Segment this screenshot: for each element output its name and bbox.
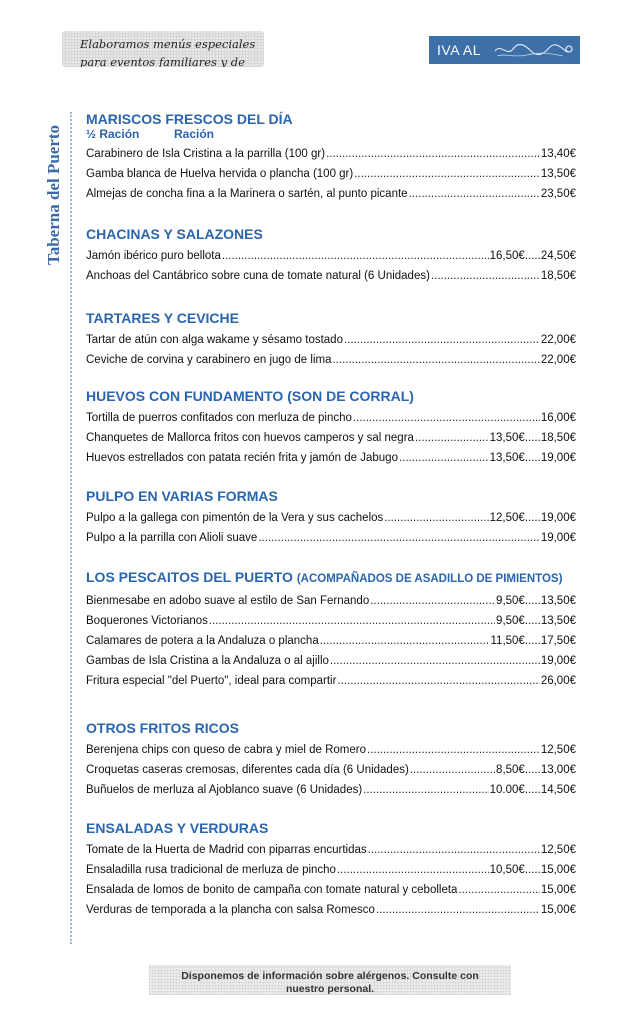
menu-item xyxy=(86,347,576,367)
section-title-text: PULPO EN VARIAS FORMAS xyxy=(86,488,278,504)
dot-leader xyxy=(353,412,540,426)
item-half-price: 13,50€ xyxy=(489,451,525,464)
item-name: Tartar de atún con alga wakame y sésamo tostado xyxy=(86,333,343,346)
item-name: Tortilla de puerros confitados con merluza de pincho xyxy=(86,411,352,424)
menu-item xyxy=(86,588,576,608)
item-half-price: 9,50€ xyxy=(496,594,525,607)
half-portion-label: ½ Ración xyxy=(86,127,140,141)
menu-section xyxy=(86,388,576,465)
section-title xyxy=(86,388,576,405)
footer-line-1: Disponemos de información sobre alérgenos. Consulte con xyxy=(181,970,479,982)
item-price: 24,50€ xyxy=(540,249,576,262)
menu-section xyxy=(86,111,576,201)
menu-item xyxy=(86,263,576,283)
item-name: Gambas de Isla Cristina a la Andaluza o al ajillo xyxy=(86,654,329,667)
menu-item xyxy=(86,648,576,668)
events-note-box xyxy=(62,31,264,67)
item-price: 12,50€ xyxy=(540,843,576,856)
dot-leader xyxy=(399,452,489,466)
item-name: Gamba blanca de Huelva hervida o plancha (100 gr) xyxy=(86,167,354,180)
item-price: 15,00€ xyxy=(540,903,576,916)
dot-leader xyxy=(376,904,540,918)
item-half-price: 10,50€ xyxy=(489,863,525,876)
item-name: Ensalada de lomos de bonito de campaña con tomate natural y cebolleta xyxy=(86,883,458,896)
item-price: 15,00€ xyxy=(540,883,576,896)
item-price: 16,00€ xyxy=(540,411,576,424)
menu-item xyxy=(86,327,576,347)
menu-item xyxy=(86,837,576,857)
dot-leader-short: ..... xyxy=(524,763,541,776)
dot-leader xyxy=(222,250,489,264)
item-price: 19,00€ xyxy=(540,451,576,464)
section-title-text: OTROS FRITOS RICOS xyxy=(86,720,239,736)
menu-item xyxy=(86,668,576,688)
menu-item xyxy=(86,161,576,181)
menu-item xyxy=(86,777,576,797)
item-price: 19,00€ xyxy=(540,654,576,667)
dot-leader xyxy=(330,655,540,669)
menu-item xyxy=(86,405,576,425)
item-half-price: 13,50€ xyxy=(489,431,525,444)
item-name: Tomate de la Huerta de Madrid con piparras encurtidas xyxy=(86,843,367,856)
menu-item xyxy=(86,608,576,628)
section-title-note: (ACOMPAÑADOS DE ASADILLO DE PIMIENTOS) xyxy=(296,573,563,585)
item-half-price: 10.00€ xyxy=(489,783,525,796)
item-name: Jamón ibérico puro bellota xyxy=(86,249,221,262)
item-price: 19,00€ xyxy=(540,511,576,524)
dot-leader xyxy=(409,188,540,202)
item-price: 13,40€ xyxy=(540,147,576,160)
section-title xyxy=(86,488,576,505)
menu-item xyxy=(86,857,576,877)
menu-section xyxy=(86,569,576,688)
dot-leader xyxy=(326,148,540,162)
item-price: 22,00€ xyxy=(540,333,576,346)
dot-leader-short: ..... xyxy=(524,594,541,607)
section-title xyxy=(86,111,576,128)
item-half-price: 9,50€ xyxy=(496,614,525,627)
section-title-text: ENSALADAS Y VERDURAS xyxy=(86,820,269,836)
events-note-line-2: para eventos familiares y de xyxy=(80,55,245,67)
menu-section xyxy=(86,226,576,283)
dot-leader xyxy=(337,675,539,689)
menu-item xyxy=(86,877,576,897)
events-note-line-1: Elaboramos menús especiales xyxy=(80,37,256,51)
dot-leader xyxy=(337,864,489,878)
menu-item xyxy=(86,628,576,648)
section-title-text: HUEVOS CON FUNDAMENTO (SON DE CORRAL) xyxy=(86,388,414,404)
footer-line-2: nuestro personal. xyxy=(285,983,375,995)
menu-item xyxy=(86,757,576,777)
item-name: Chanquetes de Mallorca fritos con huevos camperos y sal negra xyxy=(86,431,414,444)
menu-item xyxy=(86,897,576,917)
section-title xyxy=(86,226,576,243)
side-title: Taberna del Puerto xyxy=(44,124,63,266)
dot-leader xyxy=(209,615,495,629)
menu-section xyxy=(86,310,576,367)
dot-leader-short: ..... xyxy=(524,783,541,796)
iva-logo-banner xyxy=(429,36,580,64)
item-name: Almejas de concha fina a la Marinera o sartén, al punto picante xyxy=(86,187,408,200)
section-title xyxy=(86,720,576,737)
dot-leader xyxy=(415,432,489,446)
dot-leader-short: ..... xyxy=(524,511,541,524)
item-name: Huevos estrellados con patata recién frita y jamón de Jabugo xyxy=(86,451,398,464)
section-title-text: MARISCOS FRESCOS DEL DÍA xyxy=(86,111,293,127)
menu-section xyxy=(86,720,576,797)
item-name: Berenjena chips con queso de cabra y miel de Romero xyxy=(86,743,366,756)
section-title xyxy=(86,820,576,837)
item-name: Boquerones Victorianos xyxy=(86,614,208,627)
item-price: 15,00€ xyxy=(540,863,576,876)
menu-item xyxy=(86,737,576,757)
dot-leader-short: ..... xyxy=(524,614,541,627)
dot-leader xyxy=(458,884,539,898)
item-price: 18,50€ xyxy=(540,269,576,282)
item-name: Fritura especial "del Puerto", ideal para compartir xyxy=(86,674,337,687)
item-price: 14,50€ xyxy=(540,783,576,796)
section-title-text: LOS PESCAITOS DEL PUERTO xyxy=(86,569,293,585)
menu-item xyxy=(86,445,576,465)
dot-leader xyxy=(367,744,540,758)
logo-script-image xyxy=(493,39,575,61)
logo-text: IVA AL xyxy=(437,42,481,58)
item-name: Carabinero de Isla Cristina a la parrilla (100 gr) xyxy=(86,147,326,160)
section-title xyxy=(86,310,576,327)
dot-leader xyxy=(431,270,540,284)
dot-leader-short: ..... xyxy=(524,863,541,876)
item-name: Pulpo a la gallega con pimentón de la Vera y sus cachelos xyxy=(86,511,384,524)
item-name: Verduras de temporada a la plancha con salsa Romesco xyxy=(86,903,375,916)
item-price: 26,00€ xyxy=(540,674,576,687)
item-name: Buñuelos de merluza al Ajoblanco suave (6 Unidades) xyxy=(86,783,363,796)
menu-section xyxy=(86,820,576,917)
dot-leader xyxy=(320,635,490,649)
item-price: 19,00€ xyxy=(540,531,576,544)
item-name: Anchoas del Cantábrico sobre cuna de tomate natural (6 Unidades) xyxy=(86,269,430,282)
menu-item xyxy=(86,181,576,201)
dot-leader xyxy=(354,168,540,182)
menu-item xyxy=(86,141,576,161)
item-half-price: 16,50€ xyxy=(489,249,525,262)
dot-leader-short: ..... xyxy=(524,249,541,262)
item-price: 13,00€ xyxy=(540,763,576,776)
item-name: Bienmesabe en adobo suave al estilo de San Fernando xyxy=(86,594,370,607)
dot-leader xyxy=(344,334,540,348)
item-name: Calamares de potera a la Andaluza o plancha xyxy=(86,634,319,647)
menu-item xyxy=(86,505,576,525)
dot-leader-short: ..... xyxy=(524,634,541,647)
dot-leader xyxy=(384,512,488,526)
item-price: 13,50€ xyxy=(540,594,576,607)
section-title-text: CHACINAS Y SALAZONES xyxy=(86,226,263,242)
item-price: 13,50€ xyxy=(540,614,576,627)
item-name: Croquetas caseras cremosas, diferentes cada día (6 Unidades) xyxy=(86,763,409,776)
dot-leader xyxy=(332,354,539,368)
portion-subheading xyxy=(86,127,576,141)
dot-leader xyxy=(363,784,488,798)
item-price: 18,50€ xyxy=(540,431,576,444)
menu-item xyxy=(86,425,576,445)
section-title-text: TARTARES Y CEVICHE xyxy=(86,310,239,326)
item-price: 12,50€ xyxy=(540,743,576,756)
dot-leader xyxy=(258,532,539,546)
allergen-footer xyxy=(149,965,511,995)
dot-leader-short: ..... xyxy=(524,451,541,464)
item-name: Pulpo a la parrilla con Alioli suave xyxy=(86,531,258,544)
menu-section xyxy=(86,488,576,545)
item-name: Ensaladilla rusa tradicional de merluza de pincho xyxy=(86,863,336,876)
item-price: 23,50€ xyxy=(540,187,576,200)
dot-leader xyxy=(368,844,540,858)
section-title xyxy=(86,569,576,588)
dot-leader xyxy=(410,764,495,778)
item-price: 17,50€ xyxy=(540,634,576,647)
dot-leader-short: ..... xyxy=(524,431,541,444)
menu-item xyxy=(86,525,576,545)
portion-label: Ración xyxy=(174,127,215,141)
menu-item xyxy=(86,243,576,263)
item-price: 22,00€ xyxy=(540,353,576,366)
item-half-price: 8,50€ xyxy=(496,763,525,776)
side-dotted-rule xyxy=(70,112,72,944)
item-name: Ceviche de corvina y carabinero en jugo de lima xyxy=(86,353,332,366)
item-half-price: 12,50€ xyxy=(489,511,525,524)
dot-leader xyxy=(370,595,495,609)
item-half-price: 11,50€ xyxy=(490,634,525,647)
item-price: 13,50€ xyxy=(540,167,576,180)
